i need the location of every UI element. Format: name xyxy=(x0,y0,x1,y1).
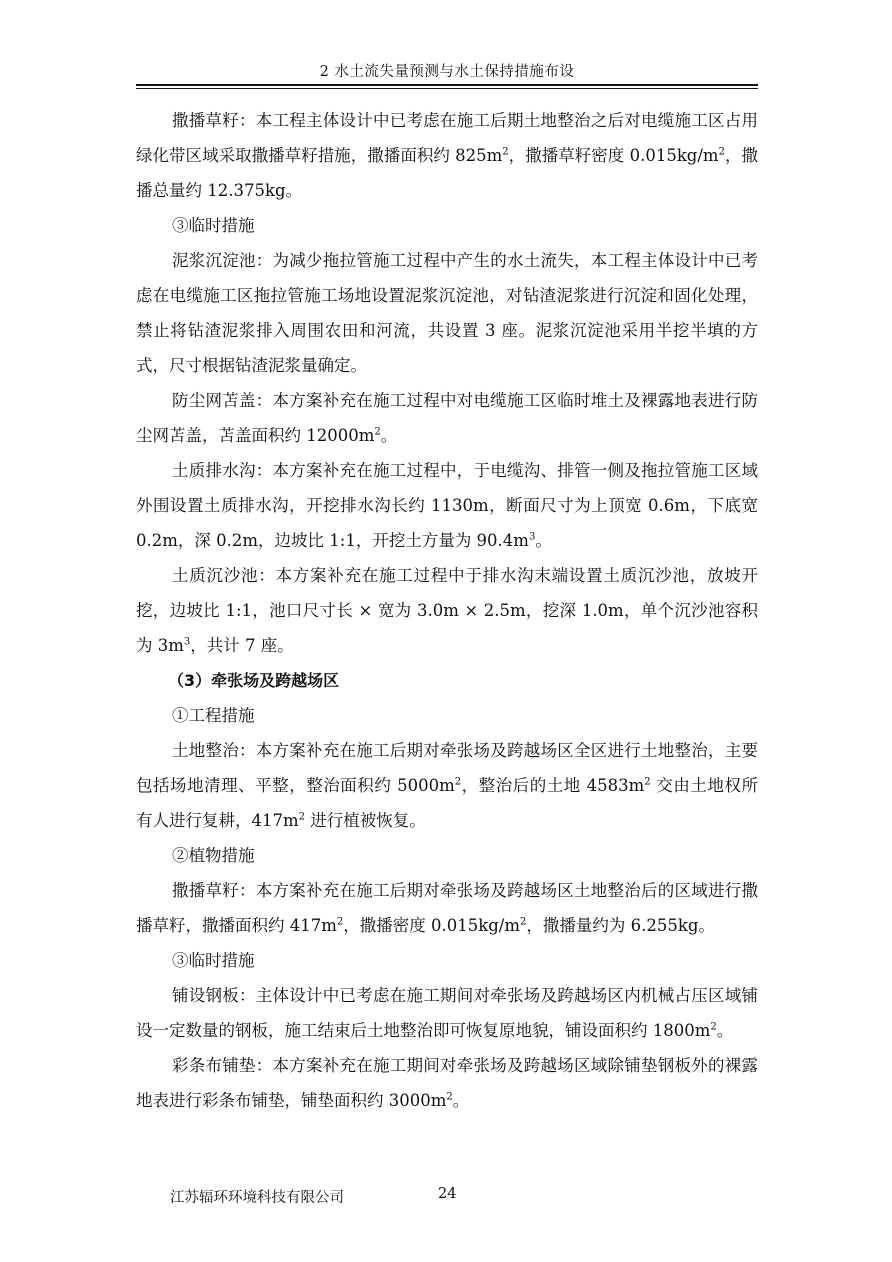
paragraph-drainage-ditch: 土质排水沟：本方案补充在施工过程中，于电缆沟、排管一侧及拖拉管施工区域外围设置土质排水沟，开挖排水沟长约 1130m，断面尺寸为上顶宽 0.6m，下底宽 0.2m，深 0.2m，边坡比 1:1，开挖土方量为 $90.4m^3$。 xyxy=(136,461,758,550)
page-number: 24 xyxy=(438,1186,457,1202)
paragraph-sowing-grass-cable: 撒播草籽：本工程主体设计中已考虑在施工后期土地整治之后对电缆施工区占用绿化带区域采取撒播草籽措施，撒播面积约 $825m^2$，撒播草籽密度 $0.015kg/m^2$，撒播总量约 12.375kg。 xyxy=(136,111,759,200)
header-rule-thin xyxy=(136,88,758,89)
header-rule-thick xyxy=(136,84,758,86)
paragraph-sowing-grass-tension: 撒播草籽：本方案补充在施工后期对牵张场及跨越场区土地整治后的区域进行撒播草籽，撒播面积约 $417m^2$，撒播密度 $0.015kg/m^2$，撒播量约为 6.255kg。 xyxy=(136,881,758,935)
subheading-temporary-measures: ③临时措施 xyxy=(172,216,255,235)
paragraph-land-rehabilitation: 土地整治：本方案补充在施工后期对牵张场及跨越场区全区进行土地整治，主要包括场地清理、平整，整治面积约 $5000m^2$，整治后的土地 $4583m^2$ 交由土地权所有人进行复耕，$417m^2$ 进行植被恢复。 xyxy=(136,741,758,830)
page-header-title: 2 水土流失量预测与水土保持措施布设 xyxy=(319,64,575,80)
subheading-plant-measures: ②植物措施 xyxy=(172,846,255,865)
subheading-temporary-measures-2: ③临时措施 xyxy=(172,951,255,970)
document-body xyxy=(136,103,758,1118)
paragraph-mud-settling-pond: 泥浆沉淀池：为减少拖拉管施工过程中产生的水土流失，本工程主体设计中已考虑在电缆施工区拖拉管施工场地设置泥浆沉淀池，对钻渣泥浆进行沉淀和固化处理，禁止将钻渣泥浆排入周围农田和河流，共设置 3 座。泥浆沉淀池采用半挖半填的方式，尺寸根据钻渣泥浆量确定。 xyxy=(136,251,758,375)
paragraph-color-cloth: 彩条布铺垫：本方案补充在施工期间对牵张场及跨越场区域除铺垫钢板外的裸露地表进行彩条布铺垫，铺垫面积约 $3000m^2$。 xyxy=(136,1056,758,1110)
section-heading-tension-field: （3）牵张场及跨越场区 xyxy=(168,671,340,690)
paragraph-steel-plate: 铺设钢板：主体设计中已考虑在施工期间对牵张场及跨越场区内机械占压区域铺设一定数量的钢板，施工结束后土地整治即可恢复原地貌，铺设面积约 $1800m^2$。 xyxy=(136,986,758,1040)
paragraph-sand-basin: 土质沉沙池：本方案补充在施工过程中于排水沟末端设置土质沉沙池，放坡开挖，边坡比 1:1，池口尺寸长 × 宽为 3.0m × 2.5m，挖深 1.0m，单个沉沙池容积为 $3m^3$，共计 7 座。 xyxy=(136,566,758,655)
subheading-engineering-measures: ①工程措施 xyxy=(172,706,255,725)
paragraph-dust-net-cover: 防尘网苫盖：本方案补充在施工过程中对电缆施工区临时堆土及裸露地表进行防尘网苫盖，苫盖面积约 $12000m^2$。 xyxy=(136,391,758,445)
footer-company: 江苏辐环环境科技有限公司 xyxy=(170,1190,344,1206)
